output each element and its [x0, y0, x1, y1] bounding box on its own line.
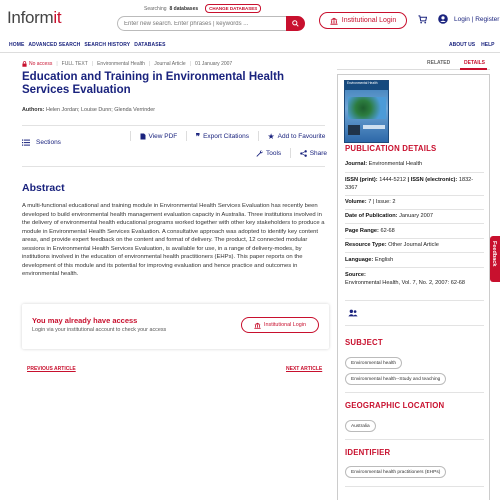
- share-icon: [300, 150, 307, 157]
- issn-print-value: 1444-5212: [379, 177, 406, 183]
- geographic-location-heading: GEOGRAPHIC LOCATION: [345, 401, 445, 410]
- access-status: [22, 61, 52, 67]
- source-row: [345, 271, 485, 287]
- cover-art: [348, 97, 386, 119]
- tab-related[interactable]: RELATED: [427, 60, 451, 66]
- meta-separator: |: [91, 61, 94, 67]
- identifier-tag[interactable]: Environmental health practitioners (EHPs): [345, 466, 446, 478]
- cover-title: Environmental Health: [345, 81, 388, 90]
- tools-button[interactable]: [256, 148, 281, 158]
- list-icon: [22, 139, 30, 146]
- header-divider: [0, 52, 500, 53]
- search-button[interactable]: [286, 16, 305, 31]
- volume-row: [345, 198, 485, 206]
- issn-electronic-value: 1832-3367: [345, 177, 474, 191]
- secondary-nav: [449, 42, 494, 48]
- nav-advanced-search[interactable]: ADVANCED SEARCH: [28, 42, 81, 48]
- resource-type-key: Resource Type:: [345, 242, 387, 248]
- identifier-heading: IDENTIFIER: [345, 448, 391, 457]
- database-count: 8 databases: [169, 5, 199, 12]
- institutional-login-button[interactable]: [319, 12, 407, 29]
- article-date: 01 January 2007: [194, 61, 233, 67]
- article-toolbar-2: [256, 148, 327, 158]
- nav-search-history[interactable]: SEARCH HISTORY: [84, 42, 131, 48]
- search-input[interactable]: [117, 16, 286, 31]
- tools-label: Tools: [266, 149, 282, 157]
- share-button[interactable]: [300, 148, 327, 158]
- page-range-key: Page Range:: [345, 228, 379, 234]
- add-to-favourite-label: Add to Favourite: [277, 132, 326, 140]
- resource-type-value: Other Journal Article: [388, 242, 439, 248]
- toolbar-divider-top: [22, 125, 325, 126]
- toolbar-separator: [258, 131, 259, 141]
- source-key: Source:: [345, 272, 366, 278]
- tab-details[interactable]: DETAILS: [464, 60, 486, 66]
- search-meta: [144, 4, 261, 13]
- nav-help[interactable]: HELP: [481, 42, 495, 48]
- article-meta: [22, 61, 232, 67]
- institutional-login-label: Institutional Login: [341, 17, 397, 24]
- main-nav: [9, 42, 166, 48]
- nav-home[interactable]: HOME: [9, 42, 25, 48]
- issn-row: [345, 176, 485, 192]
- view-pdf-button[interactable]: [140, 131, 178, 141]
- abstract-text: A multi-functional educational and training module in Environmental Health Services Evaluation has recently been developed to build environmental health management evaluation capacity in Australia. Three institutions involved in the delivery of environmental health educational programs worked together with other key stakeholders to produce a module in Environmental Health Services Evaluation. A consultative approach was adopted to identify key content areas, and provide expert feedback on the content and format of delivery. The product, 12 connected modular sessions in Environmental Health Services Evaluation, is available for use, in a range of delivery-modes, by institutions involved in the education of environmental health practitioners (EHPs). This paper reports on the development of this module and its potential for improving evaluation and hence practice and outcomes in environmental health.: [22, 203, 325, 277]
- logo-accent: it: [53, 8, 62, 27]
- toolbar-separator: [186, 131, 187, 141]
- authors-names[interactable]: Helen Jordan; Louise Dunn; Glenda Verrinder: [45, 107, 156, 113]
- export-citations-label: Export Citations: [203, 132, 249, 140]
- geo-tag[interactable]: Australia: [345, 420, 376, 432]
- journal-label: Environmental Health: [97, 61, 145, 67]
- star-icon: ★: [267, 131, 275, 141]
- cover-detail: [348, 125, 360, 135]
- wrench-icon: [256, 150, 263, 157]
- meta-separator: |: [148, 61, 151, 67]
- publication-details-heading: PUBLICATION DETAILS: [345, 144, 437, 153]
- searching-label: Searching: [144, 5, 167, 12]
- access-prompt: [22, 304, 329, 349]
- meta-separator: |: [189, 61, 191, 67]
- article-title: Education and Training in Environmental Health Services Evaluation: [22, 71, 284, 96]
- share-label: Share: [309, 149, 328, 157]
- export-citations-button[interactable]: [196, 131, 249, 141]
- sections-label: Sections: [36, 139, 61, 146]
- format-label: FULL TEXT: [61, 61, 88, 67]
- date-value: January 2007: [399, 213, 433, 219]
- lock-icon: [22, 61, 27, 67]
- page-range-row: [345, 227, 485, 235]
- volume-key: Volume:: [345, 199, 367, 205]
- access-login-label: Institutional Login: [264, 322, 306, 328]
- journal-row: [345, 160, 485, 168]
- journal-key: Journal:: [345, 161, 368, 167]
- feedback-label: Feedback: [491, 241, 497, 267]
- file-icon: [140, 133, 146, 140]
- abstract-heading: Abstract: [22, 182, 65, 194]
- access-title: You may already have access: [32, 316, 138, 325]
- language-key: Language:: [345, 257, 374, 263]
- subject-heading: SUBJECT: [345, 338, 383, 347]
- toolbar-separator: [290, 148, 291, 158]
- user-icon[interactable]: [438, 14, 448, 24]
- journal-cover-image: [344, 80, 389, 143]
- institution-icon: [254, 322, 261, 329]
- institution-icon: [330, 17, 338, 25]
- previous-article-link[interactable]: PREVIOUS ARTICLE: [27, 366, 76, 372]
- date-key: Date of Publication:: [345, 213, 398, 219]
- next-article-link[interactable]: NEXT ARTICLE: [286, 366, 323, 372]
- sections-toggle[interactable]: [22, 139, 61, 146]
- add-to-favourite-button[interactable]: [267, 131, 325, 141]
- login-register-link[interactable]: Login | Register: [454, 16, 500, 23]
- authors-line: [22, 107, 155, 113]
- date-row: [345, 212, 485, 220]
- volume-value: 7 | Issue: 2: [368, 199, 396, 205]
- subject-tag[interactable]: Environmental health--Study and teaching: [345, 373, 446, 385]
- logo-text: Inform: [7, 8, 54, 27]
- tab-active-indicator: [460, 68, 487, 70]
- access-subtitle: Login via your institutional account to check your access: [32, 327, 167, 333]
- no-access-label: No access: [29, 61, 53, 67]
- journal-value: Environmental Health: [368, 161, 423, 167]
- quote-icon: ❞: [195, 131, 201, 141]
- search-icon: [292, 20, 299, 27]
- nav-about-us[interactable]: ABOUT US: [449, 42, 476, 48]
- resource-type-row: [345, 241, 485, 249]
- article-type: Journal Article: [154, 61, 186, 67]
- subject-tag[interactable]: Environmental health: [345, 357, 402, 369]
- cover-detail: [363, 125, 385, 129]
- article-toolbar: [130, 131, 325, 141]
- toolbar-separator: [130, 131, 131, 141]
- feedback-tab[interactable]: [490, 236, 500, 282]
- nav-databases[interactable]: DATABASES: [134, 42, 166, 48]
- access-institutional-login-button[interactable]: [241, 317, 319, 333]
- language-value: English: [374, 257, 394, 263]
- authors-label: Authors:: [22, 107, 45, 113]
- meta-separator: |: [56, 61, 58, 67]
- cart-icon[interactable]: [418, 15, 427, 24]
- group-icon[interactable]: [348, 309, 358, 317]
- page-range-value: 62-68: [380, 228, 395, 234]
- issn-electronic-key: | ISSN (electronic):: [407, 177, 458, 183]
- toolbar-divider-bottom: [22, 166, 325, 167]
- source-value: Environmental Health, Vol. 7, No. 2, 2007: 62-68: [345, 280, 466, 286]
- informit-logo[interactable]: [7, 8, 61, 28]
- language-row: [345, 256, 485, 264]
- issn-key: ISSN (print):: [345, 177, 378, 183]
- view-pdf-label: View PDF: [148, 132, 178, 140]
- change-databases-button[interactable]: CHANGE DATABASES: [205, 4, 261, 13]
